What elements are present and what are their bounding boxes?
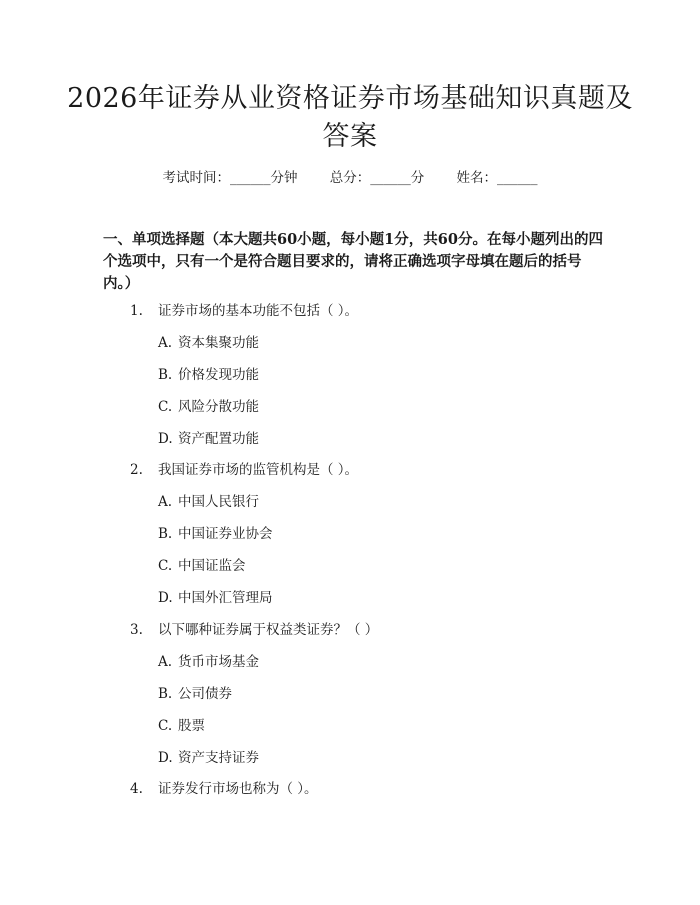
- option-text: 公司债券: [178, 686, 232, 702]
- option-b: [158, 684, 232, 704]
- option-letter: A.: [158, 494, 173, 510]
- option-text: 风险分散功能: [178, 399, 259, 415]
- option-letter: B.: [158, 367, 173, 383]
- option-text: 资产支持证券: [178, 750, 259, 766]
- total-score-field: 总分：______分: [329, 170, 425, 186]
- question-number: 4.: [130, 781, 143, 797]
- option-text: 中国证券业协会: [178, 526, 273, 542]
- option-letter: C.: [158, 558, 173, 574]
- option-letter: D.: [158, 750, 173, 766]
- option-text: 中国人民银行: [178, 494, 259, 510]
- question-stem: [130, 301, 358, 321]
- question-number: 2.: [130, 462, 143, 478]
- exam-info-line: [0, 168, 700, 188]
- option-a: [158, 333, 259, 353]
- option-a: [158, 492, 259, 512]
- question-stem: [130, 460, 358, 480]
- option-text: 中国外汇管理局: [178, 590, 273, 606]
- option-text: 资产配置功能: [178, 431, 259, 447]
- page-title: 2026年证券从业资格证券市场基础知识真题及答案: [67, 83, 633, 152]
- option-letter: C.: [158, 399, 173, 415]
- option-b: [158, 365, 259, 385]
- option-b: [158, 524, 273, 544]
- option-letter: C.: [158, 718, 173, 734]
- option-c: [158, 556, 246, 576]
- exam-time-field: 考试时间：______分钟: [162, 170, 298, 186]
- option-d: [158, 588, 273, 608]
- option-text: 中国证监会: [178, 558, 246, 574]
- name-field: 姓名：______: [456, 170, 538, 186]
- option-letter: B.: [158, 526, 173, 542]
- question-text: 我国证券市场的监管机构是（ ）。: [158, 462, 359, 478]
- question-number: 1.: [130, 303, 143, 319]
- question-text: 以下哪种证券属于权益类证券？（ ）: [158, 622, 379, 638]
- question-stem: [130, 779, 318, 799]
- option-c: [158, 397, 259, 417]
- option-text: 货币市场基金: [178, 654, 259, 670]
- option-letter: D.: [158, 590, 173, 606]
- option-text: 股票: [178, 718, 205, 734]
- option-letter: A.: [158, 654, 173, 670]
- section-heading: 一、单项选择题（本大题共60小题，每小题1分，共60分。在每小题列出的四个选项中，只有一个是符合题目要求的，请将正确选项字母填在题后的括号内。）: [103, 231, 603, 292]
- option-text: 价格发现功能: [178, 367, 259, 383]
- question-text: 证券发行市场也称为（ ）。: [158, 781, 318, 797]
- option-a: [158, 652, 259, 672]
- option-letter: B.: [158, 686, 173, 702]
- question-number: 3.: [130, 622, 143, 638]
- question-stem: [130, 620, 378, 640]
- option-letter: D.: [158, 431, 173, 447]
- option-c: [158, 716, 205, 736]
- question-text: 证券市场的基本功能不包括（ ）。: [158, 303, 359, 319]
- option-d: [158, 429, 259, 449]
- option-text: 资本集聚功能: [178, 335, 259, 351]
- option-letter: A.: [158, 335, 173, 351]
- option-d: [158, 748, 259, 768]
